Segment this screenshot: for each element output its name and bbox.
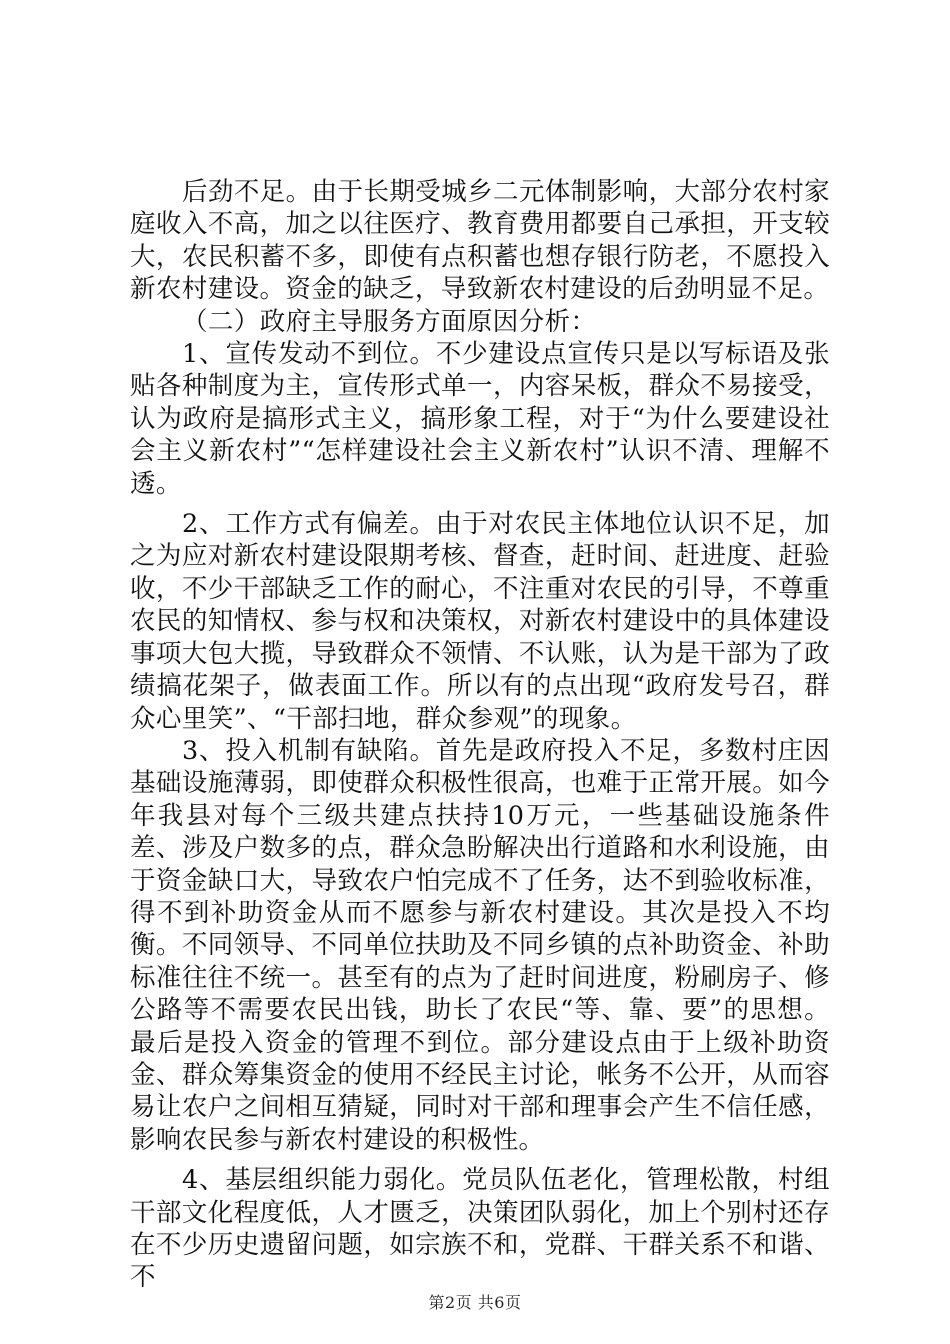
page-number-footer: 第2页 共6页: [428, 1293, 522, 1312]
paragraph-work-method: 2、工作方式有偏差。由于对农民主体地位认识不足，加之为应对新农村建设限期考核、督查，赶时间、赶进度、赶验收，不少干部缺乏工作的耐心，不注重对农民的引导，不尊重农民的知情权、参与权和决策权，对新农村建设中的具体建设事项大包大揽，导致群众不领情、不认账，认为是干部为了政绩搞花架子，做表面工作。所以有的点出现“政府发号召，群众心里笑”、“干部扫地，群众参观”的现象。: [130, 509, 830, 734]
paragraph-publicity: 1、宣传发动不到位。不少建设点宣传只是以写标语及张贴各种制度为主，宣传形式单一，内容呆板，群众不易接受，认为政府是搞形式主义，搞形象工程，对于“为什么要建设社会主义新农村”“怎样建设社会主义新农村”认识不清、理解不透。: [130, 339, 830, 499]
paragraph-funding-shortage: 后劲不足。由于长期受城乡二元体制影响，大部分农村家庭收入不高，加之以往医疗、教育费用都要自己承担，开支较大，农民积蓄不多，即使有点积蓄也想存银行防老，不愿投入新农村建设。资金的缺乏，导致新农村建设的后劲明显不足。: [130, 177, 830, 305]
paragraph-investment-mechanism: 3、投入机制有缺陷。首先是政府投入不足，多数村庄因基础设施薄弱，即使群众积极性很高，也难于正常开展。如今年我县对每个三级共建点扶持10万元，一些基础设施条件差、涉及户数多的点，群众急盼解决出行道路和水利设施，由于资金缺口大，导致农户怕完成不了任务，达不到验收标准，得不到补助资金从而不愿参与新农村建设。其次是投入不均衡。不同领导、不同单位扶助及不同乡镇的点补助资金、补助标准往往不统一。甚至有的点为了赶时间进度，粉刷房子、修公路等不需要农民出钱，助长了农民“等、靠、要”的思想。最后是投入资金的管理不到位。部分建设点由于上级补助资金、群众筹集资金的使用不经民主讨论，帐务不公开，从而容易让农户之间相互猜疑，同时对干部和理事会产生不信任感，影响农民参与新农村建设的积极性。: [130, 735, 830, 1155]
paragraph-grassroots-organization: 4、基层组织能力弱化。党员队伍老化，管理松散，村组干部文化程度低，人才匮乏，决策团队弱化，加上个别村还存在不少历史遗留问题，如宗族不和，党群、干群关系不和谐、不: [130, 1165, 830, 1293]
section-heading-government: （二）政府主导服务方面原因分析：: [182, 306, 597, 337]
document-body: [130, 176, 830, 1294]
